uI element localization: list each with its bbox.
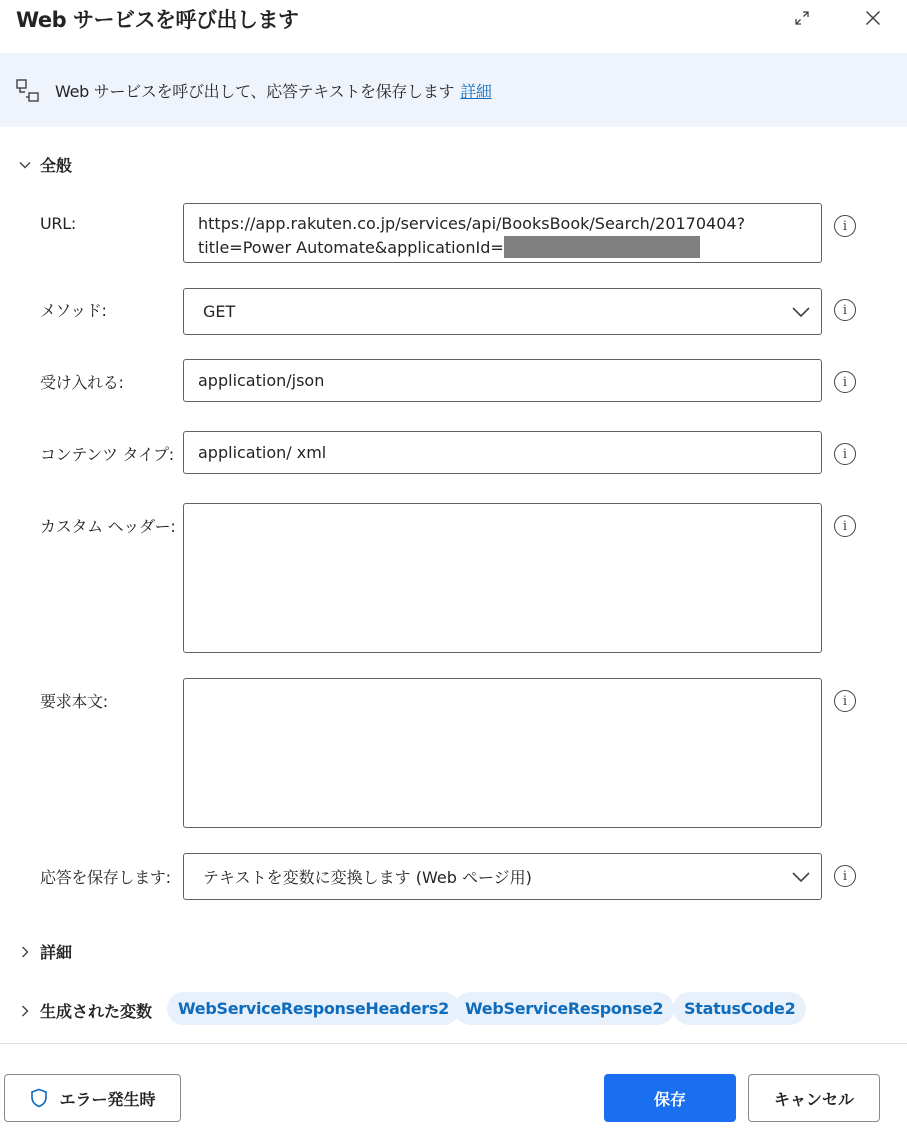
footer-divider	[0, 1043, 907, 1044]
shield-icon	[29, 1088, 49, 1108]
chevron-right-icon	[18, 945, 32, 959]
request-body-info-icon[interactable]: i	[834, 690, 856, 712]
close-button[interactable]	[861, 6, 885, 30]
accept-label: 受け入れる:	[40, 373, 124, 392]
url-field[interactable]	[183, 203, 822, 263]
general-section-title: 全般	[40, 156, 73, 175]
save-response-info-icon[interactable]: i	[834, 865, 856, 887]
on-error-button[interactable]	[4, 1074, 181, 1122]
banner-description: Web サービスを呼び出して、応答テキストを保存します	[55, 82, 455, 101]
info-banner	[0, 53, 907, 127]
details-link[interactable]: 詳細	[460, 82, 492, 101]
accept-value: application/json	[198, 371, 325, 390]
content-type-field[interactable]	[183, 431, 822, 474]
cancel-button[interactable]: キャンセル	[748, 1074, 880, 1122]
chevron-down-icon	[791, 305, 811, 319]
url-line-1: https://app.rakuten.co.jp/services/api/BooksBook/Search/20170404?	[198, 214, 746, 233]
custom-headers-label: カスタム ヘッダー:	[40, 517, 176, 536]
content-type-label: コンテンツ タイプ:	[40, 445, 174, 464]
accept-field[interactable]	[183, 359, 822, 402]
general-section-header[interactable]	[18, 153, 72, 176]
custom-headers-field[interactable]	[183, 503, 822, 653]
url-line-2	[198, 236, 807, 260]
save-response-value: テキストを変数に変換します (Web ページ用)	[203, 868, 532, 887]
variable-chip-status-code[interactable]: StatusCode2	[673, 992, 806, 1025]
content-type-info-icon[interactable]: i	[834, 443, 856, 465]
method-dropdown[interactable]	[183, 288, 822, 335]
web-service-icon	[16, 79, 40, 103]
chevron-right-icon	[18, 1004, 32, 1018]
advanced-section-header[interactable]	[18, 940, 72, 963]
variable-chip-response-headers[interactable]: WebServiceResponseHeaders2	[167, 992, 460, 1025]
expand-button[interactable]	[790, 6, 814, 30]
chevron-down-icon	[18, 158, 32, 172]
on-error-label: エラー発生時	[59, 1089, 156, 1109]
method-label: メソッド:	[40, 301, 107, 320]
url-info-icon[interactable]: i	[834, 215, 856, 237]
request-body-field[interactable]	[183, 678, 822, 828]
save-response-dropdown[interactable]	[183, 853, 822, 900]
custom-headers-info-icon[interactable]: i	[834, 515, 856, 537]
close-icon	[865, 10, 881, 26]
url-label: URL:	[40, 214, 76, 233]
save-response-label: 応答を保存します:	[40, 868, 171, 887]
redacted-block	[504, 236, 700, 258]
method-info-icon[interactable]: i	[834, 299, 856, 321]
expand-icon	[795, 11, 809, 25]
url-line-2-text: title=Power Automate&applicationId=	[198, 238, 504, 257]
content-type-value: application/ xml	[198, 443, 327, 462]
request-body-label: 要求本文:	[40, 692, 108, 711]
dialog-title: Web サービスを呼び出します	[16, 8, 299, 32]
chevron-down-icon	[791, 870, 811, 884]
variables-section-header[interactable]	[18, 999, 152, 1022]
save-button[interactable]: 保存	[604, 1074, 736, 1122]
variable-chip-response[interactable]: WebServiceResponse2	[454, 992, 674, 1025]
variables-section-title: 生成された変数	[40, 1002, 153, 1021]
accept-info-icon[interactable]: i	[834, 371, 856, 393]
banner-text	[55, 79, 492, 102]
advanced-section-title: 詳細	[40, 943, 73, 962]
method-value: GET	[203, 302, 236, 321]
